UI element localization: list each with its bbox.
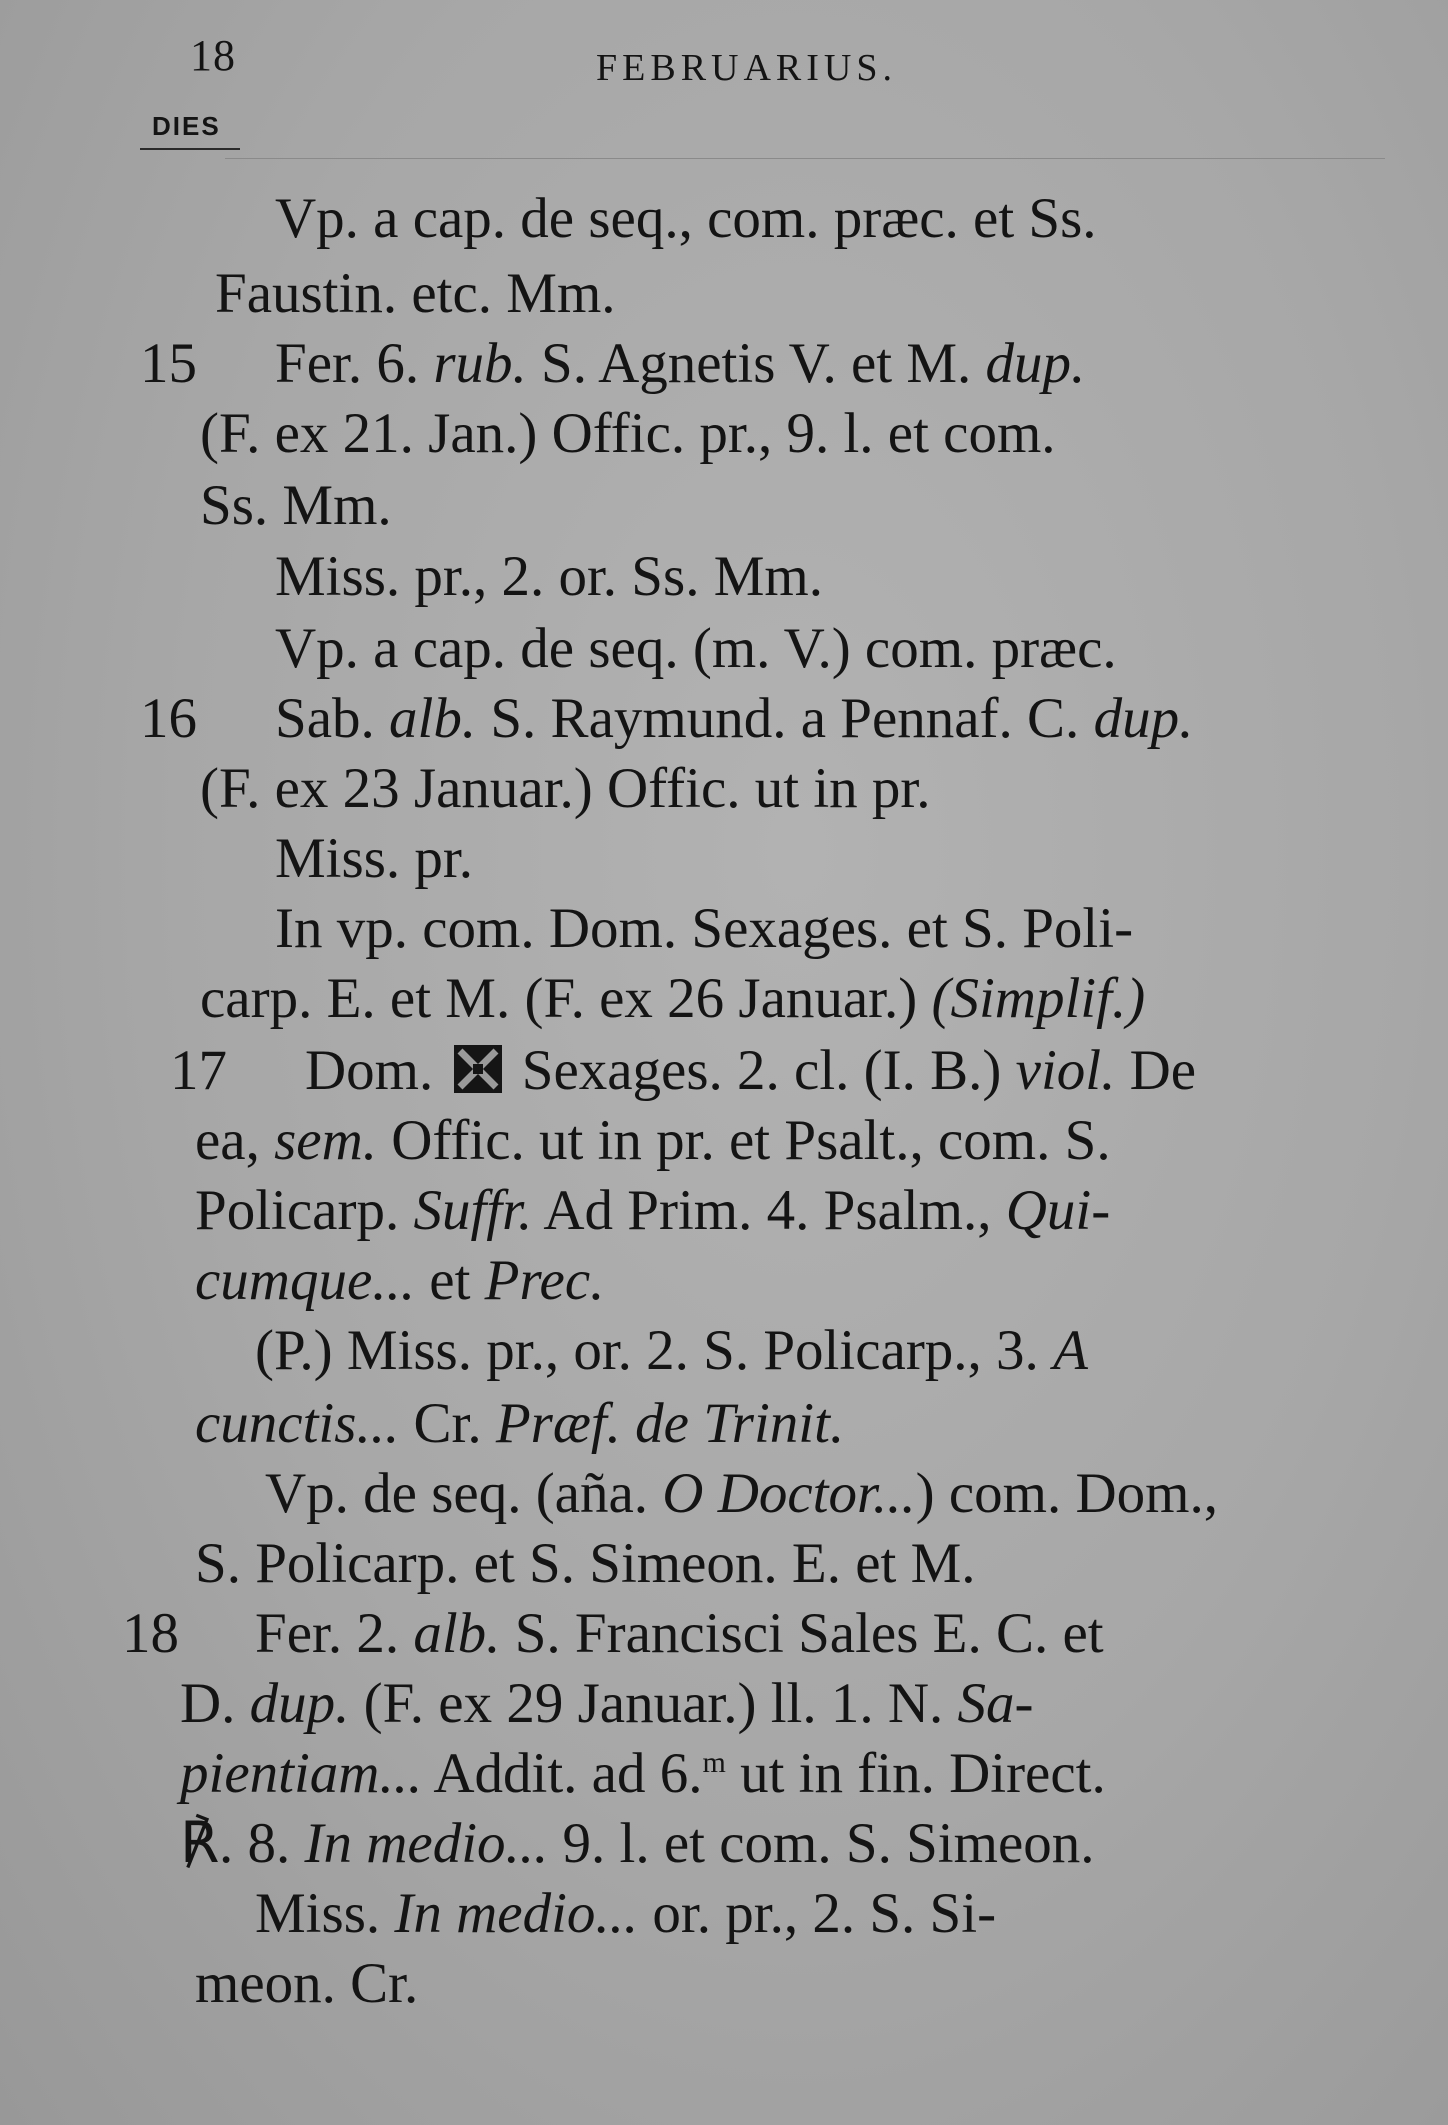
italic-text: A xyxy=(1053,1319,1088,1382)
text-run: (F. ex 29 Januar.) ll. 1. N. xyxy=(349,1672,958,1735)
text-line xyxy=(195,1532,976,1595)
text-run: Dom. xyxy=(305,1039,448,1102)
italic-text: Sa- xyxy=(957,1672,1034,1735)
column-label-rule xyxy=(140,148,240,150)
italic-text: Præf. de Trinit. xyxy=(495,1392,845,1455)
text-run: De xyxy=(1115,1039,1197,1102)
text-line xyxy=(275,545,823,608)
text-line xyxy=(255,1602,1104,1665)
italic-text: Suffr. xyxy=(413,1179,533,1242)
text-run: 9. l. et com. S. Simeon. xyxy=(548,1812,1095,1875)
text-line xyxy=(275,687,1194,750)
text-run: Offic. ut in pr. et Psalt., com. S. xyxy=(377,1109,1111,1172)
cross-pattee-icon xyxy=(454,1045,502,1093)
text-line xyxy=(195,1952,419,2015)
text-run: D. xyxy=(180,1672,250,1735)
text-line xyxy=(255,1882,997,1945)
text-run: Addit. ad 6. xyxy=(422,1742,703,1805)
text-run: Cr. xyxy=(399,1392,496,1455)
text-run: ut in fin. Direct. xyxy=(725,1742,1106,1805)
text-run: Fer. 2. xyxy=(255,1602,414,1665)
text-line xyxy=(180,1742,1106,1805)
text-run: S. Agnetis V. et M. xyxy=(526,332,986,395)
text-run: ) com. Dom., xyxy=(915,1462,1218,1525)
day-number: 16 xyxy=(140,687,197,750)
italic-text: viol. xyxy=(1015,1039,1116,1102)
text-run: Ad Prim. 4. Psalm., xyxy=(532,1179,1006,1242)
italic-text: dup. xyxy=(985,332,1086,395)
text-line xyxy=(200,402,1056,465)
column-label: DIES xyxy=(152,111,221,141)
text-run: Miss. pr., 2. or. Ss. Mm. xyxy=(275,545,823,608)
text-run: carp. E. et M. (F. ex 26 Januar.) xyxy=(200,967,932,1030)
day-number: 18 xyxy=(122,1602,179,1665)
text-run: Ss. Mm. xyxy=(200,474,392,537)
italic-text: sem. xyxy=(274,1109,378,1172)
text-run: meon. Cr. xyxy=(195,1952,419,2015)
text-line xyxy=(195,1109,1111,1172)
text-line xyxy=(305,1039,1197,1102)
text-run: Sab. xyxy=(275,687,389,750)
text-run: Miss. xyxy=(255,1882,395,1945)
text-run: (P.) Miss. pr., or. 2. S. Policarp., 3. xyxy=(255,1319,1054,1382)
text-run: Miss. pr. xyxy=(275,827,473,890)
text-line xyxy=(215,262,616,325)
text-line xyxy=(200,967,1146,1030)
text-line xyxy=(180,1812,1095,1875)
superscript: m xyxy=(702,1746,726,1779)
text-line xyxy=(265,1462,1218,1525)
text-run: et xyxy=(415,1249,485,1312)
text-line xyxy=(275,827,473,890)
page-number: 18 xyxy=(190,31,236,80)
text-run: Fer. 6. xyxy=(275,332,434,395)
day-number: 15 xyxy=(140,332,197,395)
text-run: ℟. 8. xyxy=(180,1812,305,1875)
header-rule xyxy=(225,158,1385,159)
text-run: Faustin. etc. Mm. xyxy=(215,262,616,325)
text-run: or. pr., 2. S. Si- xyxy=(638,1882,997,1945)
italic-text: cumque... xyxy=(195,1249,416,1312)
text-run: (F. ex 23 Januar.) Offic. ut in pr. xyxy=(200,757,931,820)
italic-text: dup. xyxy=(1093,687,1194,750)
text-run: (F. ex 21. Jan.) Offic. pr., 9. l. et com. xyxy=(200,402,1056,465)
text-line xyxy=(200,757,931,820)
text-line xyxy=(195,1179,1111,1242)
text-line xyxy=(255,1319,1088,1382)
text-run: S. Policarp. et S. Simeon. E. et M. xyxy=(195,1532,976,1595)
italic-text: alb. xyxy=(413,1602,501,1665)
italic-text: pientiam... xyxy=(180,1742,423,1805)
text-run: Vp. a cap. de seq. (m. V.) com. præc. xyxy=(275,617,1117,680)
italic-text: dup. xyxy=(249,1672,350,1735)
text-run: Sexages. 2. cl. (I. B.) xyxy=(507,1039,1016,1102)
italic-text: cunctis... xyxy=(195,1392,400,1455)
running-header: FEBRUARIUS. xyxy=(596,47,897,89)
text-run: In vp. com. Dom. Sexages. et S. Poli- xyxy=(275,897,1134,960)
text-run: Vp. a cap. de seq., com. præc. et Ss. xyxy=(275,187,1097,250)
text-line xyxy=(180,1672,1034,1735)
text-run: S. Francisci Sales E. C. et xyxy=(500,1602,1104,1665)
text-line xyxy=(275,617,1117,680)
text-line xyxy=(275,897,1134,960)
italic-text: (Simplif.) xyxy=(931,967,1146,1030)
day-number: 17 xyxy=(170,1039,227,1102)
italic-text: alb. xyxy=(389,687,477,750)
italic-text: O Doctor... xyxy=(662,1462,916,1525)
italic-text: Prec. xyxy=(484,1249,605,1312)
italic-text: In medio... xyxy=(304,1812,549,1875)
text-line xyxy=(275,332,1086,395)
text-run: S. Raymund. a Pennaf. C. xyxy=(476,687,1094,750)
italic-text: Qui- xyxy=(1005,1179,1111,1242)
text-run: Vp. de seq. (aña. xyxy=(265,1462,663,1525)
text-line xyxy=(195,1392,845,1455)
text-line xyxy=(195,1249,605,1312)
italic-text: rub. xyxy=(433,332,527,395)
italic-text: In medio... xyxy=(394,1882,639,1945)
text-run: ea, xyxy=(195,1109,275,1172)
text-line xyxy=(200,474,392,537)
text-run: Policarp. xyxy=(195,1179,414,1242)
text-line xyxy=(275,187,1097,250)
